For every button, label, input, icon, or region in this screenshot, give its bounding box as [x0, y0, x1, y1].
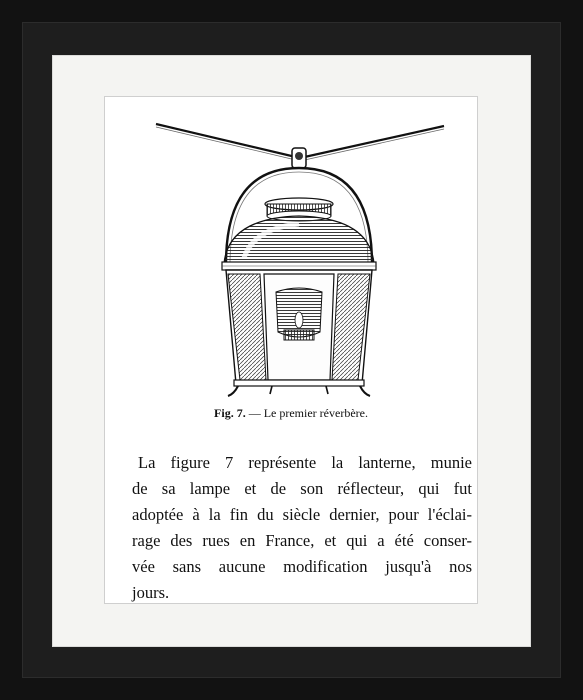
lantern-body	[226, 270, 372, 386]
pulley	[292, 148, 306, 168]
lantern-engraving	[104, 96, 478, 406]
paragraph-line: La figure 7 représente la lanterne, munie	[138, 453, 472, 472]
body-paragraph	[132, 450, 472, 606]
figure-caption	[104, 406, 478, 421]
paragraph-line: rage des rues en France, et qui a été conser-	[132, 531, 472, 550]
figure-title: — Le premier réverbère.	[248, 406, 368, 420]
paragraph-line: adoptée à la fin du siècle dernier, pour l'éclai-	[132, 505, 472, 524]
lantern-feet	[228, 386, 370, 396]
rope-left	[156, 124, 300, 158]
paragraph-line: de sa lampe et de son réflecteur, qui fut	[132, 479, 472, 498]
paragraph-line: jours.	[132, 583, 170, 602]
book-page-print	[104, 96, 478, 604]
paragraph-line: vée sans aucune modification jusqu'à nos	[132, 557, 472, 576]
figure-number: Fig. 7.	[214, 406, 246, 420]
rope-right	[300, 126, 444, 158]
